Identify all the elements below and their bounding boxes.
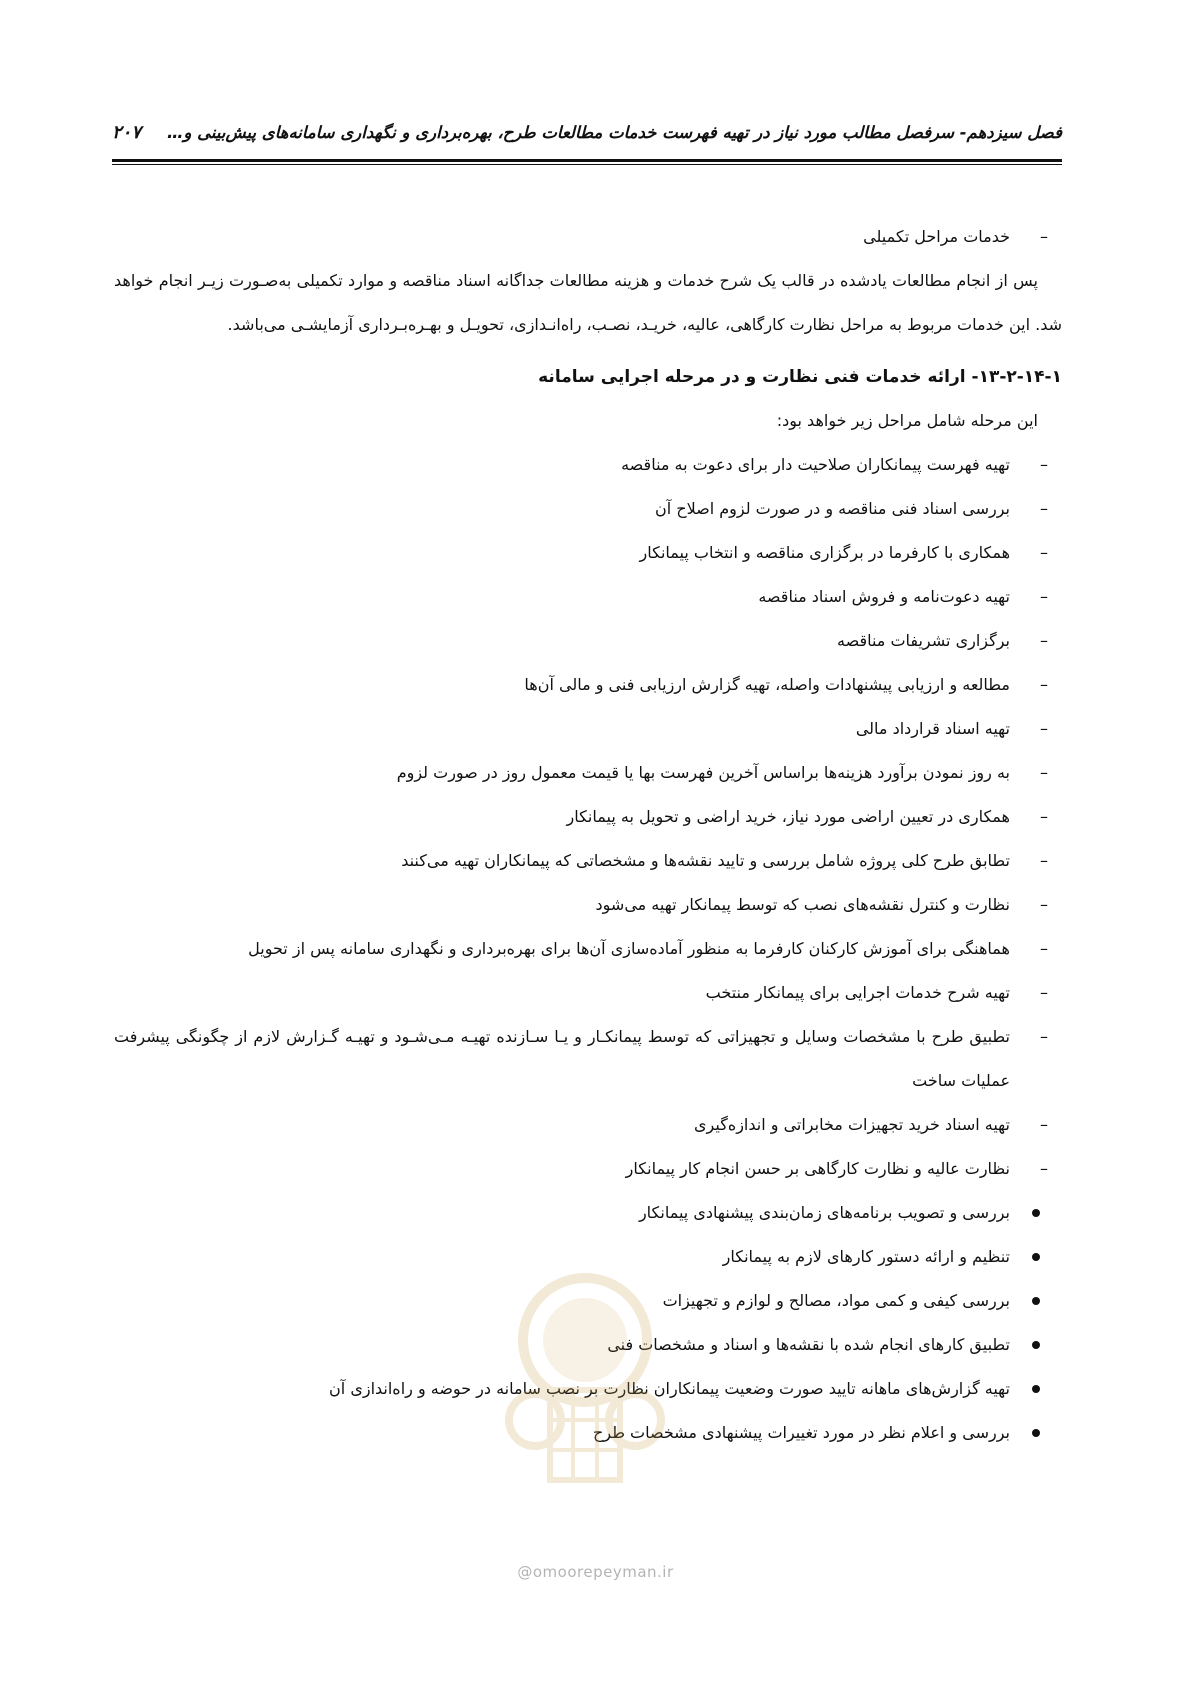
list-item-text: همکاری در تعیین اراضی مورد نیاز، خرید اراضی و تحویل به پیمانکار bbox=[566, 807, 1010, 826]
bullet-dot-icon bbox=[1032, 1297, 1040, 1305]
list-item bbox=[114, 795, 1062, 839]
list-item-text: تهیه فهرست پیمانکاران صلاحیت دار برای دعوت به مناقصه bbox=[621, 455, 1010, 474]
bullet-list bbox=[114, 1191, 1062, 1455]
list-item bbox=[114, 751, 1062, 795]
list-item bbox=[114, 663, 1062, 707]
list-item-text: مطالعه و ارزیابی پیشنهادات واصله، تهیه گزارش ارزیابی فنی و مالی آن‌ها bbox=[524, 675, 1010, 694]
bullet-item bbox=[114, 1279, 1062, 1323]
list-item bbox=[114, 531, 1062, 575]
list-item-text: تهیه دعوت‌نامه و فروش اسناد مناقصه bbox=[758, 587, 1010, 606]
list-item bbox=[114, 927, 1062, 971]
list-item bbox=[114, 1147, 1062, 1191]
list-item-text: تهیه شرح خدمات اجرایی برای پیمانکار منتخب bbox=[705, 983, 1010, 1002]
dash-marker: – bbox=[1040, 1115, 1048, 1134]
list-item bbox=[114, 215, 1062, 259]
list-item-text: نظارت عالیه و نظارت کارگاهی بر حسن انجام کار پیمانکار bbox=[625, 1159, 1010, 1178]
dash-marker: – bbox=[1040, 983, 1048, 1002]
list-item bbox=[114, 443, 1062, 487]
dash-list bbox=[114, 443, 1062, 1191]
bullet-dot-icon bbox=[1032, 1341, 1040, 1349]
list-item bbox=[114, 619, 1062, 663]
section-intro: این مرحله شامل مراحل زیر خواهد بود: bbox=[776, 411, 1038, 430]
header-rule-thick bbox=[112, 159, 1062, 162]
bullet-item bbox=[114, 1191, 1062, 1235]
list-item bbox=[114, 839, 1062, 883]
bullet-item-text: تهیه گزارش‌های ماهانه تایید صورت وضعیت پیمانکاران نظارت بر نصب سامانه در حوضه و راه‌اندازی آن bbox=[329, 1379, 1010, 1398]
list-item-text: به روز نمودن برآورد هزینه‌ها براساس آخرین فهرست بها یا قیمت معمول روز در صورت لزوم bbox=[396, 763, 1010, 782]
page-number: ۲۰۷ bbox=[112, 122, 142, 143]
dash-marker: – bbox=[1040, 455, 1048, 474]
page-header bbox=[112, 122, 1062, 143]
list-item-text: هماهنگی برای آموزش کارکنان کارفرما به منظور آماده‌سازی آن‌ها برای بهره‌برداری و نگهداری سامانه پس از تحویل bbox=[248, 939, 1010, 958]
list-item bbox=[114, 487, 1062, 531]
intro-paragraph: پس از انجام مطالعات یادشده در قالب یک شرح خدمات و هزینه مطالعات جداگانه اسناد مناقصه و موارد تکمیلی به‌صـورت زیـر انجام خواهد شد. این خدمات مربوط به مراحل نظارت کارگاهی، عالیه، خریـد، نصـب، راه‌انـدازی، تحویـل و بهـره‌بـرداری آزمایشـی می‌باشد. bbox=[114, 271, 1062, 334]
footer-website: @omoorepeyman.ir bbox=[517, 1563, 674, 1581]
dash-marker: – bbox=[1040, 1027, 1048, 1046]
bullet-item-text: بررسی کیفی و کمی مواد، مصالح و لوازم و تجهیزات bbox=[662, 1291, 1010, 1310]
list-item-text: نظارت و کنترل نقشه‌های نصب که توسط پیمانکار تهیه می‌شود bbox=[595, 895, 1010, 914]
dash-marker: – bbox=[1040, 763, 1048, 782]
list-item bbox=[114, 575, 1062, 619]
bullet-item bbox=[114, 1323, 1062, 1367]
dash-marker: – bbox=[1040, 499, 1048, 518]
list-item bbox=[114, 707, 1062, 751]
bullet-item-text: بررسی و تصویب برنامه‌های زمان‌بندی پیشنهادی پیمانکار bbox=[638, 1203, 1010, 1222]
bullet-item-text: بررسی و اعلام نظر در مورد تغییرات پیشنهادی مشخصات طرح bbox=[593, 1423, 1010, 1442]
bullet-item bbox=[114, 1367, 1062, 1411]
dash-marker: – bbox=[1040, 807, 1048, 826]
list-item-text: تطابق طرح کلی پروژه شامل بررسی و تایید نقشه‌ها و مشخصاتی که پیمانکاران تهیه می‌کنند bbox=[401, 851, 1010, 870]
bullet-item bbox=[114, 1411, 1062, 1455]
dash-marker: – bbox=[1040, 227, 1048, 246]
dash-marker: – bbox=[1040, 719, 1048, 738]
list-item-text: خدمات مراحل تکمیلی bbox=[863, 227, 1010, 246]
dash-marker: – bbox=[1040, 939, 1048, 958]
dash-marker: – bbox=[1040, 543, 1048, 562]
bullet-item bbox=[114, 1235, 1062, 1279]
bullet-dot-icon bbox=[1032, 1209, 1040, 1217]
list-item-text: تهیه اسناد قرارداد مالی bbox=[855, 719, 1010, 738]
dash-marker: – bbox=[1040, 1159, 1048, 1178]
list-item bbox=[114, 971, 1062, 1015]
dash-marker: – bbox=[1040, 675, 1048, 694]
list-item bbox=[114, 1103, 1062, 1147]
list-item bbox=[114, 883, 1062, 927]
dash-marker: – bbox=[1040, 895, 1048, 914]
bullet-dot-icon bbox=[1032, 1385, 1040, 1393]
list-item-text: تهیه اسناد خرید تجهیزات مخابراتی و اندازه‌گیری bbox=[694, 1115, 1010, 1134]
dash-marker: – bbox=[1040, 631, 1048, 650]
dash-marker: – bbox=[1040, 851, 1048, 870]
header-rule-thin bbox=[112, 164, 1062, 165]
bullet-dot-icon bbox=[1032, 1429, 1040, 1437]
bullet-item-text: تنظیم و ارائه دستور کارهای لازم به پیمانکار bbox=[722, 1247, 1010, 1266]
list-item-text: برگزاری تشریفات مناقصه bbox=[836, 631, 1010, 650]
list-item-text: تطبیق طرح با مشخصات وسایل و تجهیزاتی که توسط پیمانکـار و یـا سـازنده تهیـه مـی‌شـود و تهیـه گـزارش لازم از چگونگی پیشرفت عملیات ساخت bbox=[114, 1027, 1010, 1090]
bullet-dot-icon bbox=[1032, 1253, 1040, 1261]
dash-marker: – bbox=[1040, 587, 1048, 606]
page-content bbox=[114, 215, 1062, 1455]
section-heading: ۱۳-۲-۱۴-۱- ارائه خدمات فنی نظارت و در مرحله اجرایی سامانه bbox=[538, 367, 1062, 387]
list-item-text: همکاری با کارفرما در برگزاری مناقصه و انتخاب پیمانکار bbox=[639, 543, 1010, 562]
bullet-item-text: تطبیق کارهای انجام شده با نقشه‌ها و اسناد و مشخصات فنی bbox=[607, 1335, 1010, 1354]
list-item-text: بررسی اسناد فنی مناقصه و در صورت لزوم اصلاح آن bbox=[654, 499, 1010, 518]
list-item bbox=[114, 1015, 1062, 1103]
running-title: فصل سیزدهم- سرفصل مطالب مورد نیاز در تهیه فهرست خدمات مطالعات طرح، بهره‌برداری و نگهداری سامانه‌های پیش‌بینی و… bbox=[166, 123, 1062, 142]
